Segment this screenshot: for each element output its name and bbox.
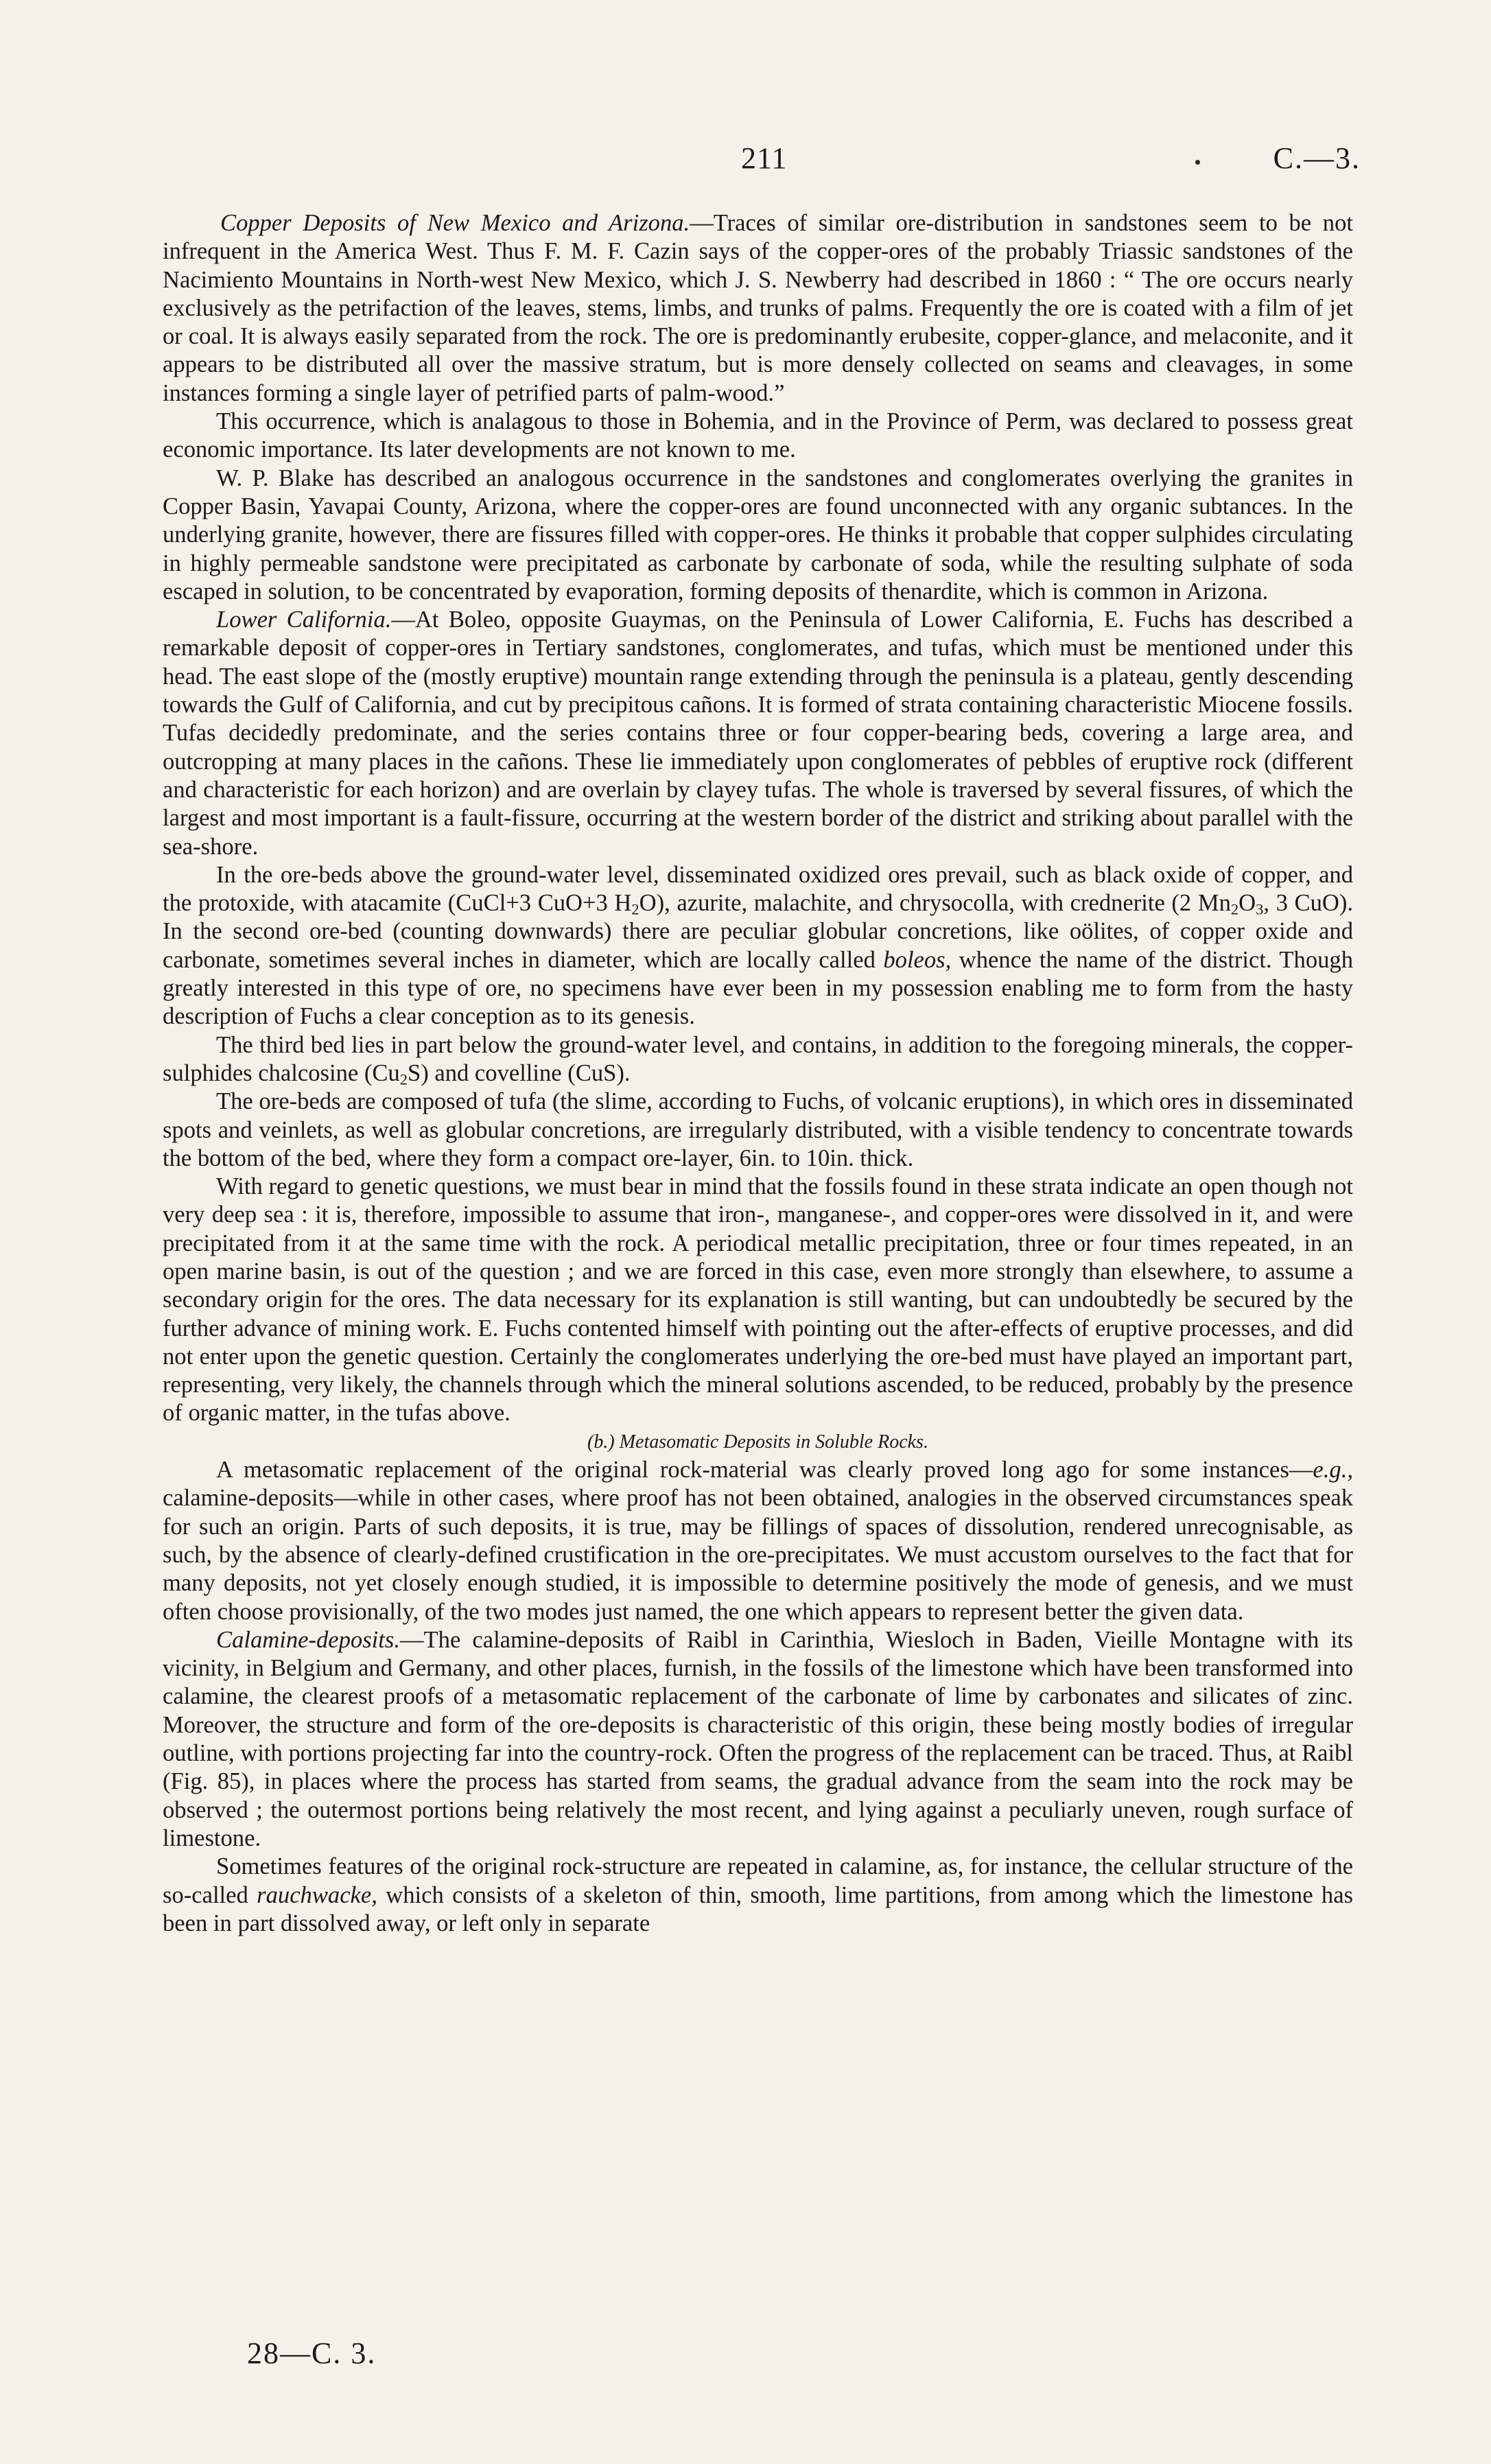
printer-signature: 28—C. 3. [247, 2336, 377, 2370]
paragraph [163, 861, 1353, 1031]
text-run: O), azurite, malachite, and chrysocolla, with crednerite (2 Mn [639, 890, 1231, 917]
text-run: In the ore-beds above the ground-water level, disseminated oxidized ores prevail, such as black oxide of copper, and the protoxide, with atacamite (CuCl+3 CuO+3 H [163, 861, 1353, 917]
paragraph-title: Lower California. [216, 607, 392, 633]
paragraph-text: —Traces of similar ore-distribution in sandstones seem to be not infrequent in the America West. Thus F. M. F. Cazin says of the copper-ores of the probably Triassic sandstones of the Nacimiento Mountains in North-west New Mexico, which J. S. Newberry had described in 1860 : “ The ore occurs nearly exclusively as the petrifaction of the leaves, stems, limbs, and trunks of palms. Frequently the ore is coated with a film of jet or coal. It is always easily separated from the rock. The ore is predominantly erubesite, copper-glance, and melaconite, and it appears to be distributed all over the massive stratum, but is more densely collected on seams and cleavages, in some instances forming a single layer of petrified parts of palm-wood.” [163, 210, 1353, 406]
paragraph: With regard to genetic questions, we must bear in mind that the fossils found in these strata indicate an open though not very deep sea : it is, therefore, impossible to assume that iron-, manganese-, and copper-ores were dissolved in it, and were precipitated from it at the same time with the rock. A periodical metallic precipitation, three or four times repeated, in an open marine basin, is out of the question ; and we are forced in this case, even more strongly than elsewhere, to assume a secondary origin for the ores. The data necessary for its explanation is still wanting, but can undoubtedly be secured by the further advance of mining work. E. Fuchs contented himself with pointing out the after-effects of eruptive processes, and did not enter upon the genetic question. Certainly the conglomerates underlying the ore-bed must have played an important part, representing, very likely, the channels through which the mineral solutions ascended, to be reduced, probably by the presence of organic matter, in the tufas above. [163, 1173, 1353, 1427]
paragraph-text: —At Boleo, opposite Guaymas, on the Peninsula of Lower California, E. Fuchs has described a remarkable deposit of copper-ores in Tertiary sandstones, conglomerates, and tufas, which must be mentioned under this head. The east slope of the (mostly eruptive) mountain range extending through the peninsula is a plateau, gently descending towards the Gulf of California, and cut by precipitous cañons. It is formed of strata containing characteristic Miocene fossils. Tufas decidedly predominate, and the series contains three or four copper-bearing beds, covering a large area, and outcropping at many places in the cañons. These lie immediately upon conglomerates of pebbles of eruptive rock (different and characteristic for each horizon) and are overlain by clayey tufas. The whole is traversed by several fissures, of which the largest and most important is a fault-fissure, occurring at the western border of the district and striking about parallel with the sea-shore. [163, 607, 1353, 860]
subscript: 2 [1230, 900, 1239, 918]
italic-term: rauchwacke, [257, 1881, 377, 1908]
paragraph: This occurrence, which is analagous to those in Bohemia, and in the Province of Perm, was declared to possess great economic importance. Its later developments are not known to me. [163, 408, 1353, 463]
paragraph: The ore-beds are composed of tufa (the slime, according to Fuchs, of volcanic eruptions), in which ores in disseminated spots and veinlets, as well as globular concretions, are irregularly distributed, with a visible tendency to concentrate towards the bottom of the bed, where they form a compact ore-layer, 6in. to 10in. thick. [163, 1088, 1353, 1171]
italic-term: boleos, [883, 946, 952, 973]
paragraph: W. P. Blake has described an analogous occurrence in the sandstones and conglomerates overlying the granites in Copper Basin, Yavapai County, Arizona, where the copper-ores are found unconnected with any organic subtances. In the underlying granite, however, there are fissures filled with copper-ores. He thinks it probable that copper sulphides circulating in highly permeable sandstone were precipitated as carbonate by carbonate of soda, while the resulting sulphate of soda escaped in solution, to be concentrated by evaporation, forming deposits of thenardite, which is common in Arizona. [163, 465, 1353, 605]
page-header [0, 141, 1491, 189]
printer-dot-mark [1195, 160, 1200, 165]
text-run: O [1238, 890, 1256, 917]
running-head: C.—3. [1273, 141, 1361, 175]
paragraph-text: —The calamine-deposits of Raibl in Carinthia, Wiesloch in Baden, Vieille Montagne with its vicinity, in Belgium and Germany, and other places, furnish, in the fossils of the limestone which have been transformed into calamine, the clearest proofs of a metasomatic replacement of the carbonate of lime by carbonates and silicates of zinc. Moreover, the structure and form of the ore-deposits is characteristic of this origin, these being mostly bodies of irregular outline, with portions projecting far into the country-rock. Often the progress of the replacement can be traced. Thus, at Raibl (Fig. 85), in places where the process has started from seams, the gradual advance from the seam into the rock may be observed ; the outermost portions being relatively the most recent, and lying against a peculiarly uneven, rough surface of limestone. [163, 1626, 1353, 1851]
paragraph [163, 1853, 1353, 1938]
text-run: which consists of a skeleton of thin, smooth, lime partitions, from among which the limestone has been in part dissolved away, or left only in separate [163, 1881, 1354, 1936]
text-run: A metasomatic replacement of the original rock-material was clearly proved long ago for some instances— [216, 1457, 1313, 1483]
page-number: 211 [741, 141, 788, 175]
paragraph-title: Calamine-deposits. [216, 1626, 400, 1653]
paragraph [163, 1456, 1353, 1626]
text-run: Sometimes features of the original rock-structure are repeated in calamine, as, for instance, the cellular structure of the so-called [163, 1853, 1353, 1908]
paragraph-calamine-deposits [163, 1626, 1353, 1853]
italic-term: e.g., [1313, 1457, 1353, 1483]
text-run: , 3 CuO). In the second ore-bed (counting downwards) there are peculiar globular concretions, like oölites, of copper oxide and carbonate, sometimes several inches in diameter, which are locally called [163, 890, 1353, 973]
text-run: whence the name of the district. Though greatly interested in this type of ore, no specimens have ever been in my possession enabling me to form from the hasty description of Fuchs a clear conception as to its genesis. [163, 946, 1353, 1030]
paragraph-lower-california [163, 606, 1353, 861]
paragraph [163, 1031, 1353, 1088]
paragraph-copper-deposits [163, 209, 1353, 408]
section-heading: (b.) Metasomatic Deposits in Soluble Rocks. [587, 1431, 928, 1453]
text-run: calamine-deposits—while in other cases, where proof has not been obtained, analogies in the observed circumstances speak for such an origin. Parts of such deposits, it is true, may be fillings of spaces of dissolution, rendered unrecognisable, as such, by the absence of clearly-defined crustification in the ore-precipitates. We must accustom ourselves to the fact that for many deposits, not yet closely enough studied, it is impossible to determine positively the mode of genesis, and we must often choose provisionally, of the two modes just named, the one which appears to represent better the given data. [163, 1485, 1353, 1625]
subscript: 2 [399, 1070, 408, 1088]
text-run: The third bed lies in part below the ground-water level, and contains, in addition to the foregoing minerals, the copper-sulphides chalcosine (Cu [163, 1031, 1353, 1086]
subscript: 3 [1256, 900, 1264, 918]
body-text [163, 209, 1353, 1938]
subscript: 2 [631, 900, 639, 918]
paragraph-title: Copper Deposits of New Mexico and Arizona. [220, 210, 690, 236]
text-run: S) and covelline (CuS). [407, 1059, 631, 1086]
